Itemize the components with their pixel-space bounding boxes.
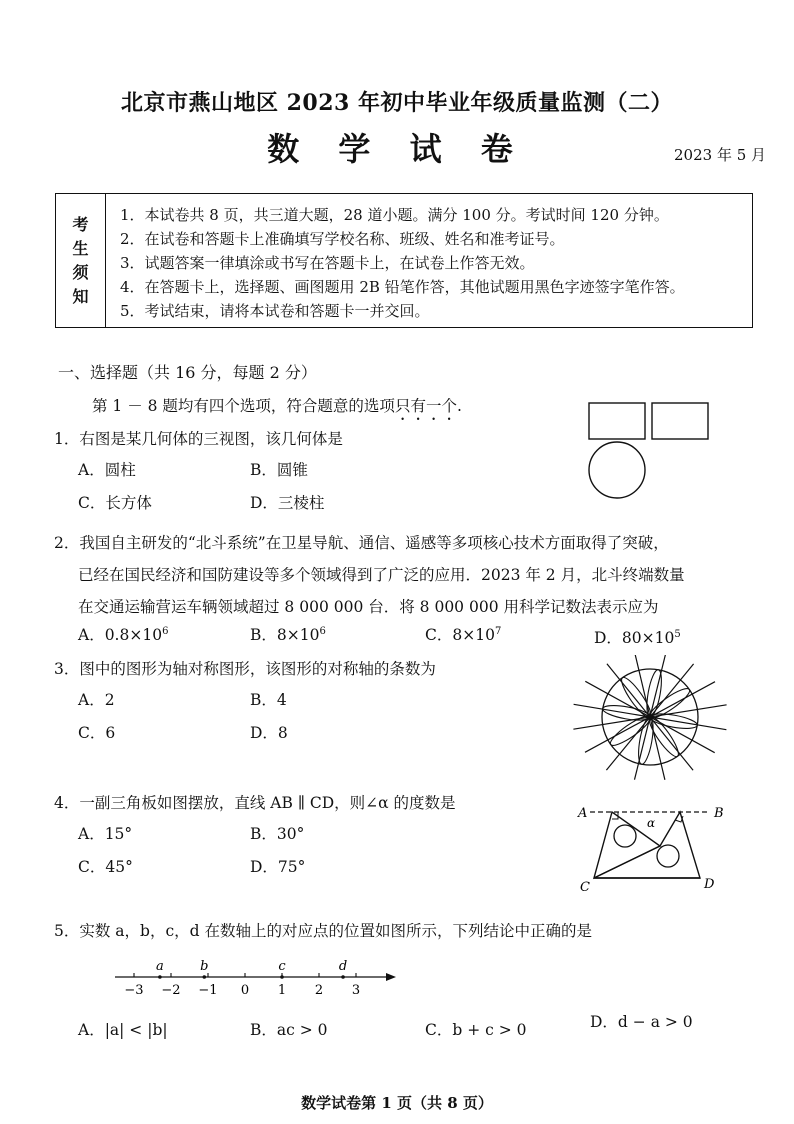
q3-figure-group bbox=[573, 655, 726, 780]
q2-option-d-exp: 5 bbox=[674, 628, 681, 640]
q5-point bbox=[280, 975, 284, 979]
q4-label-c: C bbox=[580, 880, 590, 895]
q2-option-a bbox=[78, 623, 168, 645]
q2-option-b-exp: 6 bbox=[319, 625, 326, 637]
q5-tick-label: 2 bbox=[314, 983, 324, 998]
q1-front-view bbox=[589, 403, 645, 439]
q2-line2: 已经在国民经济和国防建设等多个领域得到了广泛的应用．2023 年 2 月，北斗终端数量 bbox=[78, 566, 685, 584]
q5-tick-label: −3 bbox=[124, 983, 144, 998]
q3-stem: 3．图中的图形为轴对称图形，该图形的对称轴的条数为 bbox=[54, 660, 436, 678]
q4-hole-left bbox=[614, 825, 636, 847]
q1-option-c: C．长方体 bbox=[78, 494, 152, 512]
notice-label bbox=[56, 194, 106, 327]
q1-top-view bbox=[589, 442, 645, 498]
q4-hole-right bbox=[657, 845, 679, 867]
q3-option-b: B．4 bbox=[250, 691, 287, 709]
q5-option-c: C．b + c > 0 bbox=[425, 1021, 527, 1039]
notice-label-char: 知 bbox=[72, 286, 89, 306]
q4-label-alpha: α bbox=[647, 816, 656, 830]
page-footer: 数学试卷第 1 页（共 8 页） bbox=[301, 1094, 493, 1112]
q5-point bbox=[203, 975, 207, 979]
q2-option-b bbox=[250, 623, 326, 645]
q5-option-b: B．ac > 0 bbox=[250, 1021, 328, 1039]
q5-tick-label: 1 bbox=[277, 983, 287, 998]
q4-stem: 4．一副三角板如图摆放，直线 AB ∥ CD，则∠α 的度数是 bbox=[54, 794, 456, 812]
q1-three-views-figure bbox=[585, 400, 715, 500]
q5-option-d: D．d − a > 0 bbox=[590, 1013, 693, 1031]
notice-item: 3．试题答案一律填涂或书写在答题卡上，在试卷上作答无效。 bbox=[120, 254, 535, 272]
section-intro-text: 第 1 － 8 题均有四个选项，符合题意的选项 bbox=[92, 397, 395, 415]
q5-axis-arrow bbox=[386, 973, 396, 981]
q3-option-d: D．8 bbox=[250, 724, 288, 742]
q5-point bbox=[341, 975, 345, 979]
q5-point bbox=[158, 975, 162, 979]
notice-item: 1．本试卷共 8 页，共三道大题，28 道小题。满分 100 分。考试时间 120 分钟。 bbox=[120, 206, 669, 224]
q4-triangle-figure bbox=[572, 800, 732, 896]
section-heading: 一、选择题（共 16 分，每题 2 分） bbox=[58, 363, 317, 382]
q1-stem: 1．右图是某几何体的三视图，该几何体是 bbox=[54, 430, 343, 448]
q2-option-a-base: A．0.8×10 bbox=[78, 626, 163, 644]
q2-option-c bbox=[425, 623, 501, 645]
q4-label-a: A bbox=[578, 806, 588, 821]
notice-label-char: 考 bbox=[72, 214, 89, 234]
q5-tick-label: −2 bbox=[161, 983, 181, 998]
q2-line3: 在交通运输营运车辆领域超过 8 000 000 台．将 8 000 000 用科学记数法表示应为 bbox=[78, 598, 659, 616]
q3-option-a: A．2 bbox=[78, 691, 115, 709]
q3-symmetric-figure bbox=[570, 655, 735, 783]
q5-number-line bbox=[110, 955, 410, 1000]
notice-label-char: 生 bbox=[72, 238, 89, 258]
q4-option-d: D．75° bbox=[250, 858, 306, 876]
q5-number-line-group bbox=[115, 959, 396, 998]
q1-option-d: D．三棱柱 bbox=[250, 494, 325, 512]
q2-option-a-exp: 6 bbox=[162, 625, 169, 637]
q2-option-d-base: D．80×10 bbox=[594, 629, 675, 647]
q1-option-b: B．圆锥 bbox=[250, 461, 308, 479]
notice-item: 5．考试结束，请将本试卷和答题卡一并交回。 bbox=[120, 302, 430, 320]
q3-option-c: C．6 bbox=[78, 724, 116, 742]
q4-option-b: B．30° bbox=[250, 825, 305, 843]
q4-option-a: A．15° bbox=[78, 825, 133, 843]
notice-item: 4．在答题卡上，选择题、画图题用 2B 铅笔作答，其他试题用黑色字迹签字笔作答。 bbox=[120, 278, 685, 296]
section-intro-end: . bbox=[456, 397, 462, 415]
section-intro bbox=[92, 394, 462, 424]
exam-subtitle: 数 学 试 卷 bbox=[267, 130, 527, 168]
q4-option-c: C．45° bbox=[78, 858, 133, 876]
exam-date: 2023 年 5 月 bbox=[674, 146, 767, 164]
exam-title: 北京市燕山地区 2023 年初中毕业年级质量监测（二） bbox=[120, 90, 674, 116]
q1-side-view bbox=[652, 403, 708, 439]
q5-point-label: d bbox=[338, 959, 348, 974]
notice-label-char: 须 bbox=[72, 262, 89, 282]
q2-option-d bbox=[594, 626, 681, 648]
q2-option-c-base: C．8×10 bbox=[425, 626, 495, 644]
notice-item: 2．在试卷和答题卡上准确填写学校名称、班级、姓名和准考证号。 bbox=[120, 230, 565, 248]
q5-tick-label: 0 bbox=[240, 983, 250, 998]
q5-tick-label: −1 bbox=[198, 983, 218, 998]
q5-point-label: a bbox=[156, 959, 164, 974]
q5-stem: 5．实数 a，b，c，d 在数轴上的对应点的位置如图所示，下列结论中正确的是 bbox=[54, 922, 592, 940]
q2-option-b-base: B．8×10 bbox=[250, 626, 320, 644]
notice-box bbox=[55, 193, 753, 328]
section-intro-emphasis: 只有一个 bbox=[394, 397, 457, 415]
q4-label-d: D bbox=[704, 877, 715, 892]
q5-point-label: b bbox=[200, 959, 209, 974]
q2-line1: 2．我国自主研发的“北斗系统”在卫星导航、通信、遥感等多项核心技术方面取得了突破， bbox=[54, 534, 669, 552]
q5-option-a: A．|a| < |b| bbox=[78, 1021, 168, 1039]
q4-label-b: B bbox=[714, 806, 724, 821]
q5-point-label: c bbox=[278, 959, 286, 974]
q5-tick-label: 3 bbox=[351, 983, 361, 998]
q2-option-c-exp: 7 bbox=[494, 625, 502, 637]
q1-option-a: A．圆柱 bbox=[78, 461, 136, 479]
